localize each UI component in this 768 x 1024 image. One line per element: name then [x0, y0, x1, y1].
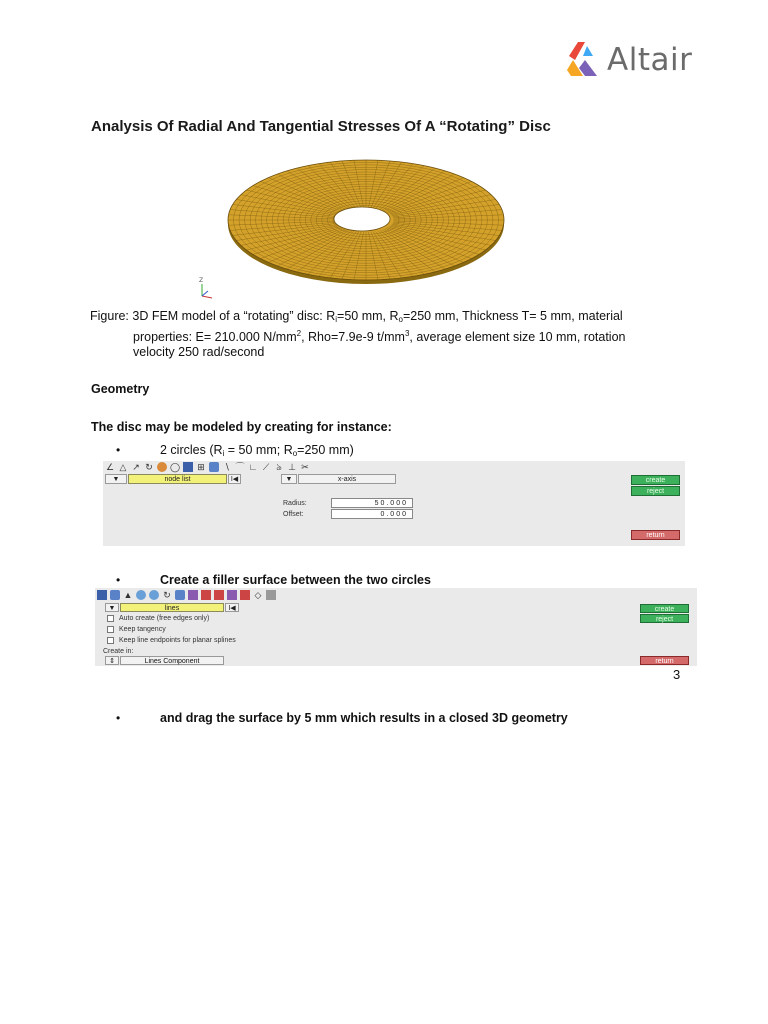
intro-text: The disc may be modeled by creating for instance: — [91, 420, 392, 434]
offset-label: Offset: — [283, 511, 304, 518]
axis-selector[interactable]: x-axis — [298, 474, 396, 484]
circles-toolbar — [105, 462, 310, 472]
caption-text: , Rho=7.9e-9 t/mm — [301, 330, 405, 344]
keep-endpoints-checkbox[interactable] — [107, 637, 114, 644]
skin-icon[interactable] — [227, 590, 237, 600]
filler-surface-icon[interactable] — [188, 590, 198, 600]
arc-icon[interactable]: ↗ — [132, 462, 140, 472]
smooth-icon[interactable]: ∖ — [224, 462, 230, 472]
reset-selection-button[interactable]: I◀ — [225, 603, 239, 612]
surface-icon[interactable] — [183, 462, 193, 472]
circles-panel — [103, 461, 685, 546]
corner-icon[interactable]: ∟ — [248, 462, 258, 472]
radius-input[interactable]: 50.000 — [331, 498, 413, 508]
bullet-text: =250 mm) — [297, 443, 354, 457]
sphere-icon[interactable] — [136, 590, 146, 600]
caption-sub: o — [398, 315, 403, 324]
cube-icon[interactable] — [97, 590, 107, 600]
offset-input[interactable]: 0.000 — [331, 509, 413, 519]
circle-tool-icon[interactable] — [157, 462, 167, 472]
lines-selector[interactable]: lines — [120, 603, 224, 612]
midsurface-icon[interactable] — [240, 590, 250, 600]
keep-tangency-checkbox[interactable] — [107, 626, 114, 633]
disc-fem-figure — [196, 148, 536, 306]
surface-toolbar — [97, 590, 276, 600]
bullet-filler-surface: Create a filler surface between the two circles — [160, 573, 431, 587]
torus-icon[interactable] — [149, 590, 159, 600]
reject-button[interactable]: reject — [631, 486, 680, 496]
create-in-label: Create in: — [103, 648, 134, 655]
altair-logo-icon — [563, 40, 603, 78]
fillet-icon[interactable]: ⌒ — [235, 462, 245, 472]
section-heading-geometry: Geometry — [91, 382, 150, 396]
caption-text: properties: E= 210.000 N/mm — [133, 330, 297, 344]
bullet-sub: o — [292, 449, 298, 458]
bullet-text: = 50 mm; R — [224, 443, 293, 457]
axis-triad-icon — [202, 284, 212, 298]
bullet-sub: i — [222, 449, 225, 458]
entity-selector-arrow[interactable]: ▼ — [105, 603, 119, 612]
figure-caption-line3: velocity 250 rad/second — [133, 345, 265, 359]
auto-create-checkbox[interactable] — [107, 615, 114, 622]
reject-button[interactable]: reject — [640, 614, 689, 623]
entity-selector-arrow[interactable]: ▼ — [105, 474, 127, 484]
offset-icon[interactable]: ◇ — [254, 590, 262, 600]
keep-tangency-label: Keep tangency — [119, 626, 166, 633]
spline-icon[interactable] — [209, 462, 219, 472]
extend-icon[interactable]: ⟋ — [262, 462, 270, 472]
ruled-icon[interactable] — [201, 590, 211, 600]
keep-endpoints-label: Keep line endpoints for planar splines — [119, 637, 236, 644]
bullet-dot: • — [116, 443, 121, 457]
spline-surface-icon[interactable] — [214, 590, 224, 600]
cone-icon[interactable]: ▲ — [123, 590, 133, 600]
logo-text: Altair — [607, 42, 693, 78]
cut-icon[interactable]: ✂ — [301, 462, 309, 472]
bullet-drag-surface: and drag the surface by 5 mm which results in a closed 3D geometry — [160, 711, 568, 725]
caption-sup: 3 — [404, 329, 410, 338]
page-number: 3 — [673, 667, 681, 682]
page-title: Analysis Of Radial And Tangential Stresses Of A “Rotating” Disc — [91, 118, 551, 135]
circle-outline-icon[interactable]: ◯ — [170, 462, 181, 472]
drag-icon[interactable] — [175, 590, 185, 600]
triangle-icon[interactable]: △ — [119, 462, 127, 472]
trim-icon[interactable] — [266, 590, 276, 600]
caption-sup: 2 — [296, 329, 302, 338]
line-icon[interactable]: ∠ — [105, 462, 115, 472]
reset-selection-button[interactable]: I◀ — [228, 474, 241, 484]
point-icon[interactable]: ৯ — [276, 462, 282, 472]
bullet-dot: • — [116, 573, 121, 587]
spin-icon[interactable]: ↻ — [163, 590, 171, 600]
disc-hole — [334, 207, 390, 231]
rotate-icon[interactable]: ↻ — [145, 462, 153, 472]
axis-label: Z — [199, 277, 204, 284]
radius-label: Radius: — [283, 500, 307, 507]
bullet-dot: • — [116, 711, 121, 725]
create-button[interactable]: create — [640, 604, 689, 613]
cylinder-icon[interactable] — [110, 590, 120, 600]
caption-text: , average element size 10 mm, rotation — [409, 330, 626, 344]
component-toggle-arrow[interactable]: ⇕ — [105, 656, 119, 665]
node-list-selector[interactable]: node list — [128, 474, 227, 484]
bullet-text: 2 circles (R — [160, 443, 223, 457]
node-icon[interactable]: ⊞ — [197, 462, 205, 472]
filler-surface-panel — [95, 588, 697, 666]
caption-text: Figure: 3D FEM model of a “rotating” disc: R — [90, 309, 336, 323]
caption-text: =250 mm, Thickness T= 5 mm, material — [402, 309, 623, 323]
auto-create-label: Auto create (free edges only) — [119, 615, 210, 622]
altair-logo — [563, 40, 693, 80]
bullet-circles — [160, 441, 354, 463]
component-selector[interactable]: Lines Component — [120, 656, 224, 665]
return-button[interactable]: return — [631, 530, 680, 540]
axis-selector-arrow[interactable]: ▼ — [281, 474, 297, 484]
caption-text: =50 mm, R — [337, 309, 399, 323]
split-icon[interactable]: ⊥ — [288, 462, 296, 472]
create-button[interactable]: create — [631, 475, 680, 485]
return-button[interactable]: return — [640, 656, 689, 665]
caption-sub: i — [335, 315, 338, 324]
